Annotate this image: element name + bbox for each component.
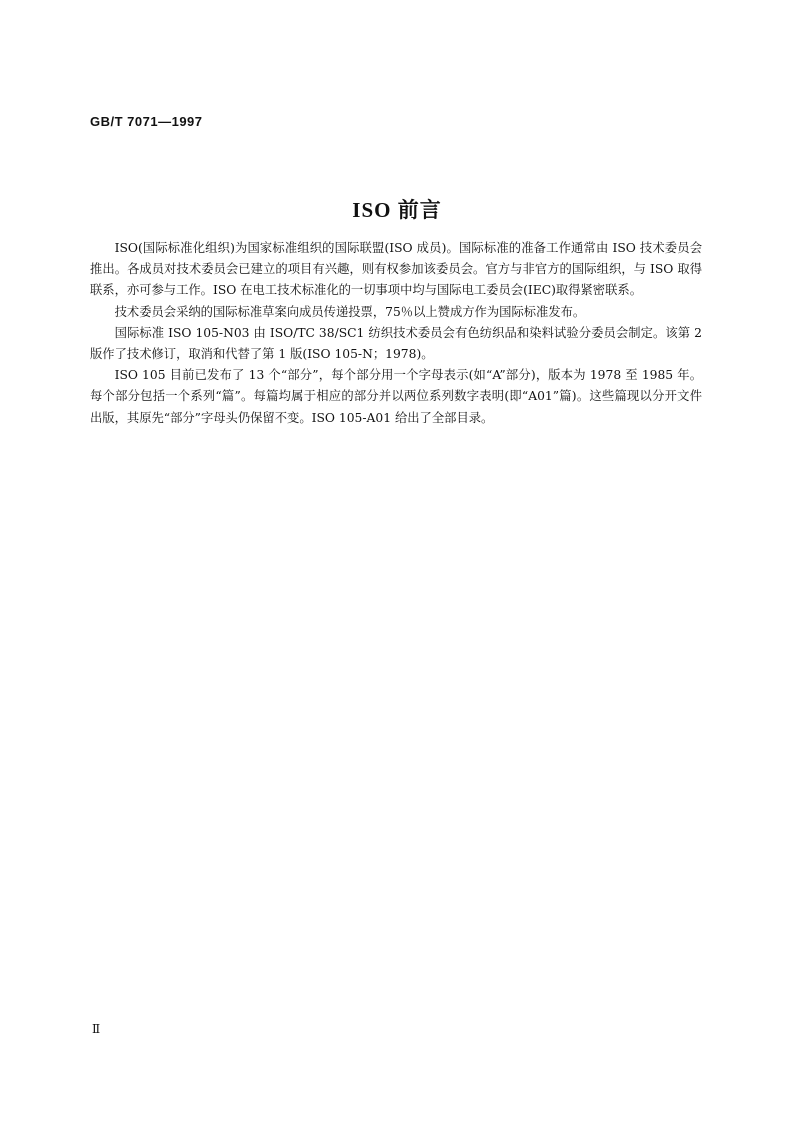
paragraph-parts-structure: ISO 105 目前已发布了 13 个“部分”，每个部分用一个字母表示(如“A”部分)，版本为 1978 至 1985 年。每个部分包括一个系列“篇”。每篇均属于相应的部分并以两位系列数字表明(即“A01”篇)。这些篇现以分开文件出版，其原先“部分”字母头仍保留不变。ISO 105-A01 给出了全部目录。 (90, 368, 702, 425)
foreword-body (90, 238, 702, 429)
page-number: Ⅱ (92, 1022, 101, 1036)
paragraph-iso-organization: ISO(国际标准化组织)为国家标准组织的国际联盟(ISO 成员)。国际标准的准备工作通常由 ISO 技术委员会推出。各成员对技术委员会已建立的项目有兴趣，则有权参加该委员会。官方与非官方的国际组织，与 ISO 取得联系，亦可参与工作。ISO 在电工技术标准化的一切事项中均与国际电工委员会(IEC)取得紧密联系。 (90, 241, 702, 298)
paragraph-standard-origin: 国际标准 ISO 105-N03 由 ISO/TC 38/SC1 纺织技术委员会有色纺织品和染料试验分委员会制定。该第 2 版作了技术修订，取消和代替了第 1 版(ISO 105-N；1978)。 (90, 325, 702, 362)
page-title: ISO 前言 (352, 198, 442, 222)
standard-code-header: GB/T 7071—1997 (90, 114, 203, 129)
paragraph-voting: 技术委员会采纳的国际标准草案向成员传递投票，75％以上赞成方作为国际标准发布。 (114, 304, 586, 319)
